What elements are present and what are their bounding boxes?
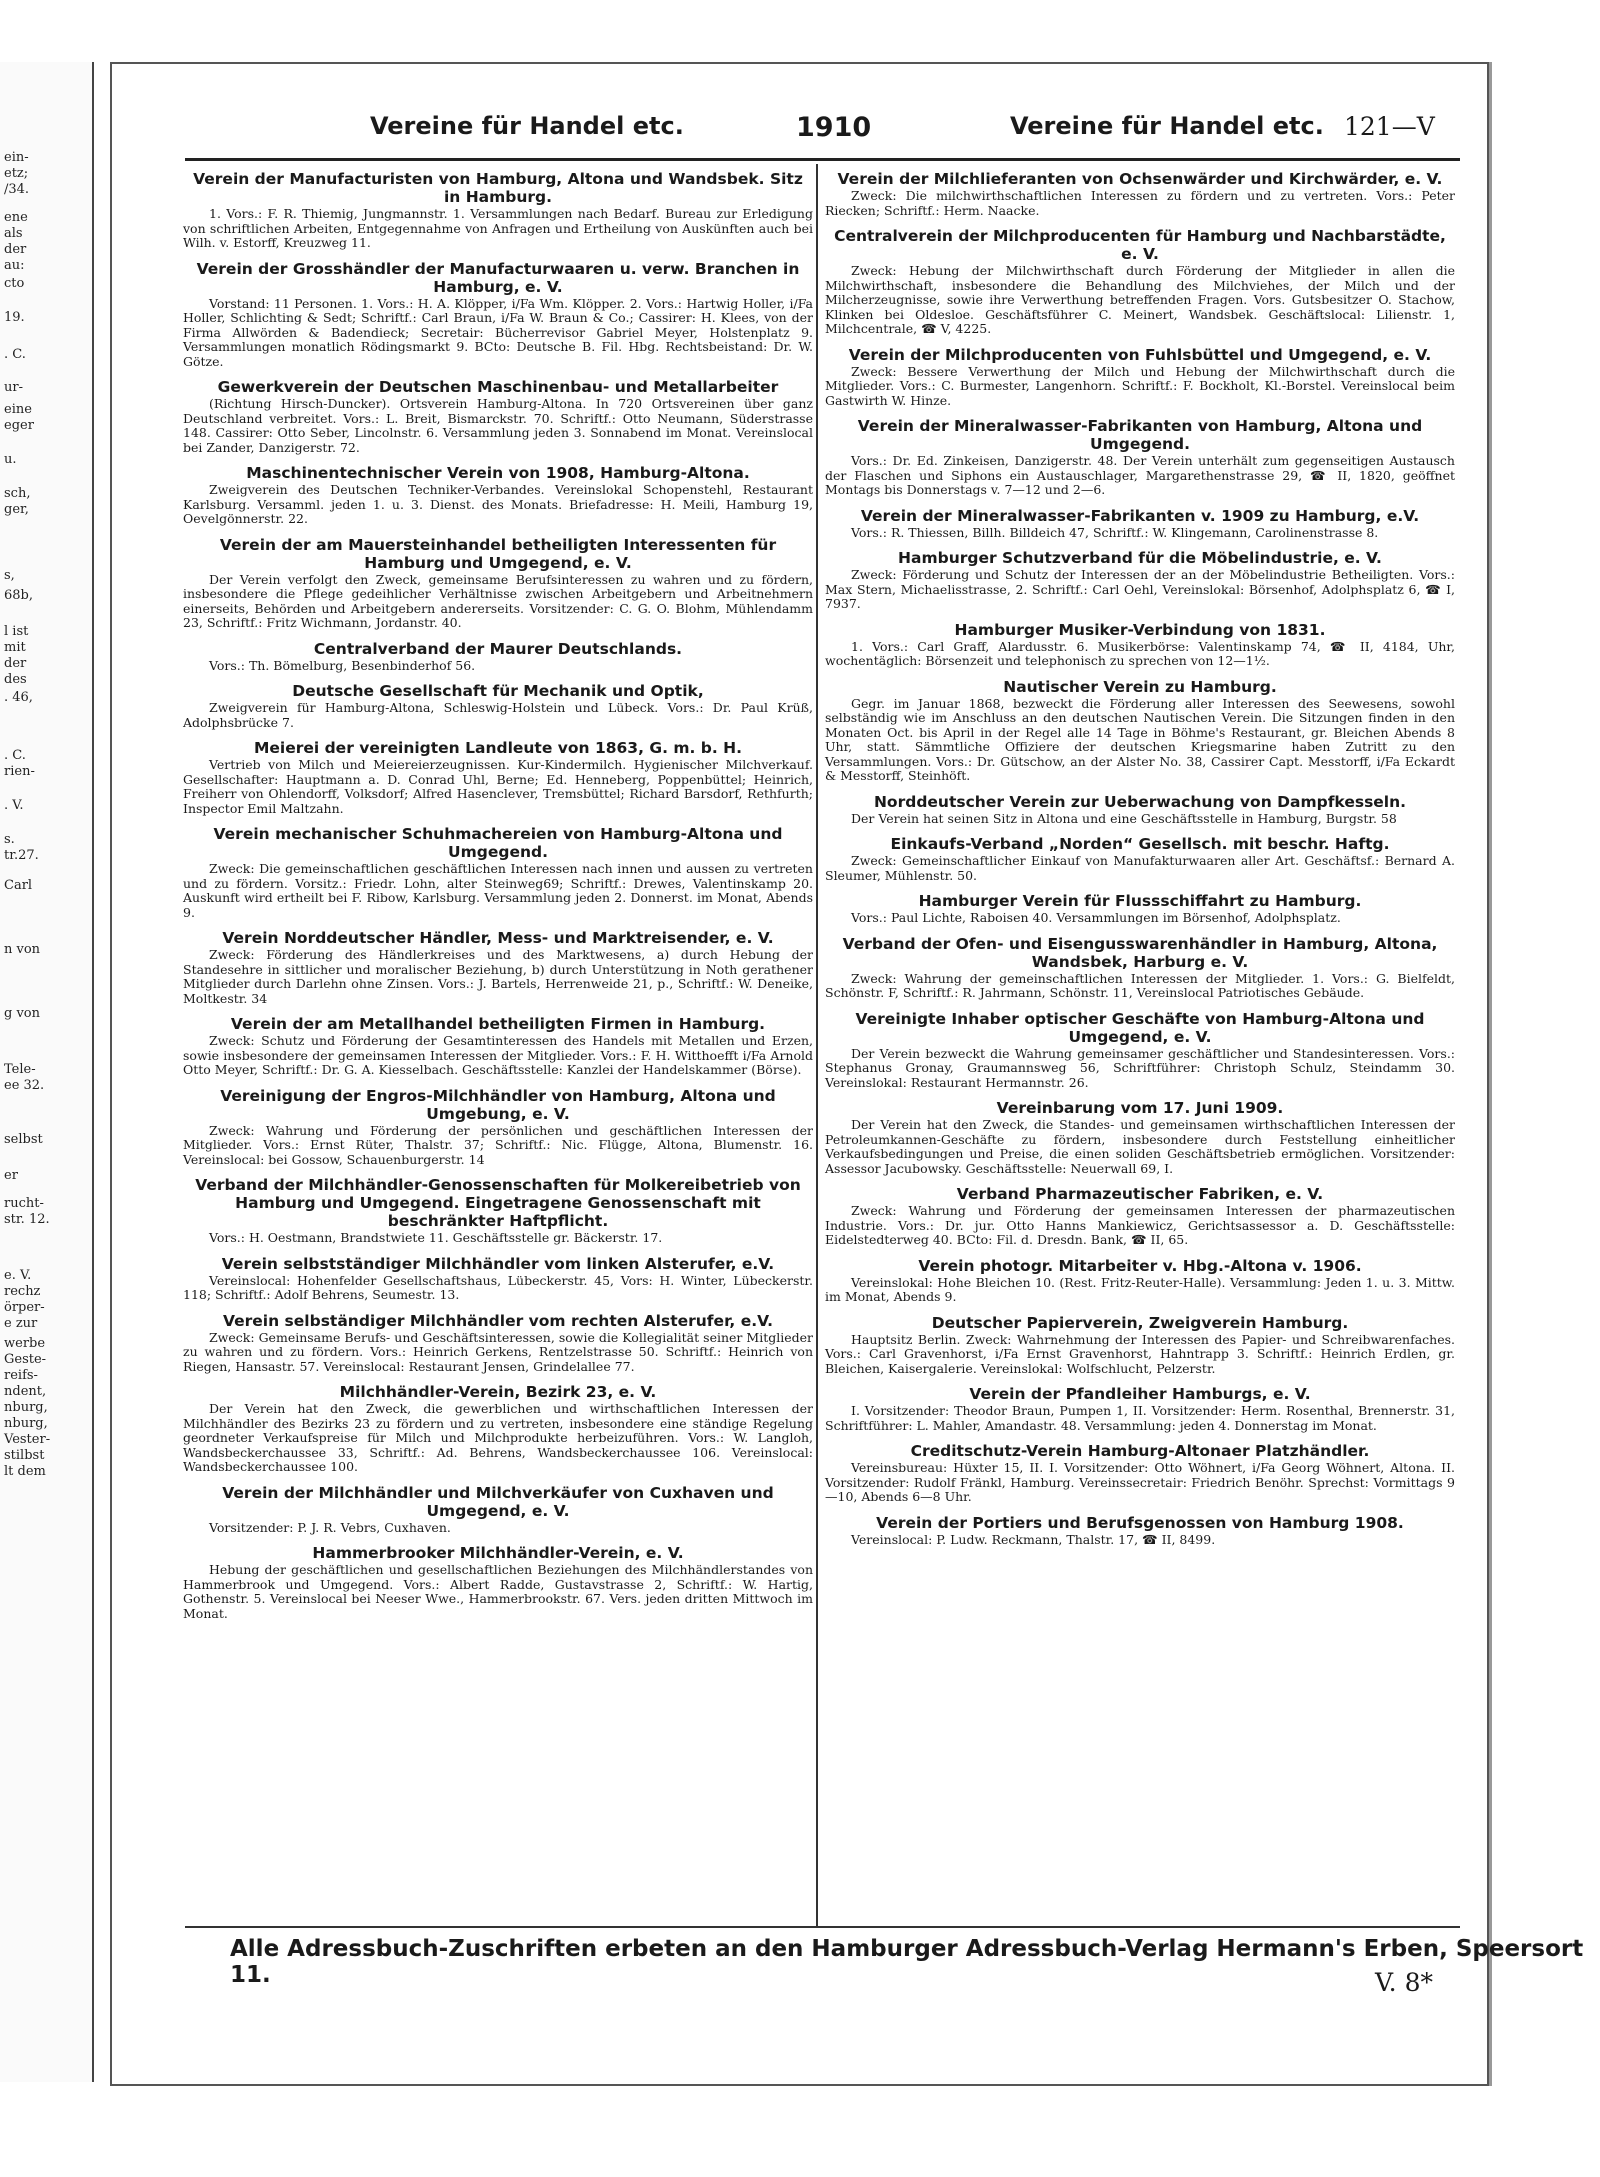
association-entry	[825, 835, 1455, 883]
association-details: Der Verein hat den Zweck, die gewerblichen und wirthschaftlichen Interessen der Milchhändler des Bezirks 23 zu fördern und zu vertreten, insbesondere eine ständige Regelung geordneter Verkaufspreise für Milch und Milchprodukte herbeizuführen. Vors.: W. Langloh, Wandsbeckerchaussee 33, Schriftf.: Ad. Behrens, Wandsbeckerchaussee 106. Vereinslocal: Wandsbeckerchaussee 100.	[183, 1401, 813, 1474]
association-title: Verband der Milchhändler-Genossenschaften für Molkereibetrieb von Hamburg und Umgegend. Eingetragene Genossenschaft mit beschränkter Haftpflicht.	[195, 1176, 801, 1230]
previous-page-fragment: etz;	[4, 166, 29, 181]
association-details: Der Verein verfolgt den Zweck, gemeinsame Berufsinteressen zu wahren und zu fördern, insbesondere die Pflege gedeihlicher Verhältnisse zwischen Arbeitgebern und Arbeitnehmern einerseits, Behörden und Arbeitgebern andererseits. Vorsitzender: C. G. O. Blohm, Mühlendamm 23, Schriftf.: Fritz Wichmann, Jordanstr. 40.	[183, 571, 813, 630]
association-entry	[183, 378, 813, 455]
association-entry	[183, 1484, 813, 1536]
association-entry	[183, 1383, 813, 1475]
association-entry	[183, 536, 813, 631]
previous-page-fragment: g von	[4, 1006, 40, 1021]
previous-page-fragment: ur-	[4, 380, 23, 395]
association-title: Verein der Mineralwasser-Fabrikanten von Hamburg, Altona und Umgegend.	[857, 417, 1423, 453]
association-entry	[183, 1544, 813, 1621]
association-entry	[825, 1514, 1455, 1548]
association-details: Zweck: Schutz und Förderung der Gesamtinteressen des Handels mit Metallen und Erzen, sowie insbesondere der gemeinsamen Interessen der Mitglieder. Vors.: F. H. Witthoefft i/Fa Arnold Otto Meyer, Schriftf.: Dr. G. A. Kiesselbach. Geschäftsstelle: Kanzlei der Handelskammer (Börse).	[183, 1033, 813, 1077]
association-entry	[183, 1312, 813, 1375]
previous-page-fragment: . C.	[4, 347, 26, 362]
previous-page-fragment: 68b,	[4, 588, 33, 603]
association-title: Verband der Ofen- und Eisengusswarenhändler in Hamburg, Altona, Wandsbek, Harburg e. V.	[842, 934, 1438, 971]
column-divider	[816, 164, 818, 1927]
previous-page-fragment: . 46,	[4, 690, 33, 705]
previous-page-fragment: als	[4, 226, 23, 241]
association-details: Vereinslokal: Hohe Bleichen 10. (Rest. Fritz-Reuter-Halle). Versammlung: Jeden 1. u. 3. Mittw. im Monat, Abends 9.	[825, 1274, 1455, 1304]
previous-page-fragment: werbe	[4, 1336, 46, 1351]
association-entry	[183, 1087, 813, 1168]
previous-page-fragment: tr.27.	[4, 848, 39, 863]
previous-page-fragment: s.	[4, 832, 15, 847]
association-details: Zweck: Wahrung und Förderung der gemeinsamen Interessen der pharmazeutischen Industrie. Vors.: Dr. jur. Otto Hanns Mankiewicz, Gerichtsassessor a. D. Geschäftsstelle: Eidelstedterweg 40. BCto: Fil. d. Dresdn. Bank, ☎ II, 65.	[825, 1203, 1455, 1247]
association-title: Einkaufs-Verband „Norden“ Gesellsch. mit beschr. Haftg.	[890, 835, 1390, 853]
association-title: Verein Norddeutscher Händler, Mess- und Marktreisender, e. V.	[222, 929, 774, 947]
publisher-footer: Alle Adressbuch-Zuschriften erbeten an den Hamburger Adressbuch-Verlag Hermann's Erben, Speersort 11.	[230, 1936, 1584, 1988]
association-title: Deutscher Papierverein, Zweigverein Hamburg.	[931, 1313, 1349, 1332]
running-header-left: Vereine für Handel etc.	[370, 112, 684, 140]
association-title: Verein der am Mauersteinhandel betheiligten Interessenten für Hamburg und Umgegend, e. V.	[219, 535, 777, 572]
previous-page-fragment: str. 12.	[4, 1212, 50, 1227]
association-title: Verein der Pfandleiher Hamburgs, e. V.	[969, 1385, 1311, 1403]
previous-page-fragment: u.	[4, 452, 17, 467]
association-entry	[183, 640, 813, 674]
previous-page-fragment: ger,	[4, 502, 29, 517]
right-column	[825, 170, 1455, 1556]
previous-page-fragment: ee 32.	[4, 1078, 45, 1093]
association-details: (Richtung Hirsch-Duncker). Ortsverein Hamburg-Altona. In 720 Ortsvereinen über ganz Deutschland verbreitet. Vors.: L. Breit, Bismarckstr. 70. Schriftf.: Otto Neumann, Süderstrasse 148. Cassirer: Otto Seber, Lincolnstr. 6. Versammlung jeden 3. Sonnabend im Monat. Vereinslocal bei Zander, Danzigerstr. 72.	[183, 396, 813, 455]
association-title: Verein mechanischer Schuhmachereien von Hamburg-Altona und Umgegend.	[213, 825, 783, 861]
association-entry	[825, 1314, 1455, 1377]
association-title: Gewerkverein der Deutschen Maschinenbau- und Metallarbeiter	[217, 378, 779, 396]
previous-page-fragment: reifs-	[4, 1368, 38, 1383]
association-details: Vereinslocal: Hohenfelder Gesellschaftshaus, Lübeckerstr. 45, Vors: H. Winter, Lübeckerstr. 118; Schriftf.: Adolf Behrens, Seumestr. 13.	[183, 1272, 813, 1302]
previous-page-fragment: ndent,	[4, 1384, 47, 1399]
association-entry	[825, 1010, 1455, 1091]
previous-page-fragment: 19.	[4, 310, 25, 325]
association-entry	[825, 892, 1455, 926]
association-title: Hamburger Musiker-Verbindung von 1831.	[954, 620, 1326, 639]
association-details: Der Verein hat den Zweck, die Standes- und gemeinsamen wirthschaftlichen Interessen der Petroleumkannen-Geschäfte zu fördern, insbesondere durch Feststellung einheitlicher Verkaufsbedingungen und Preise, die einen soliden Geschäftsbetrieb ermöglichen. Vorsitzender: Assessor Jacubowsky. Geschäftsstelle: Neuerwall 69, I.	[825, 1117, 1455, 1176]
association-title: Verein der Grosshändler der Manufacturwaaren u. verw. Branchen in Hamburg, e. V.	[196, 259, 800, 296]
association-details: Zweck: Wahrung und Förderung der persönlichen und geschäftlichen Interessen der Mitglieder. Vors.: Ernst Rüter, Thalstr. 37; Schriftf.: Nic. Flügge, Altona, Blumenstr. 16. Vereinslocal: bei Gossow, Schauenburgerstr. 14	[183, 1122, 813, 1167]
previous-page-fragment: des	[4, 672, 27, 687]
association-entry	[825, 227, 1455, 337]
association-title: Vereinigte Inhaber optischer Geschäfte von Hamburg-Altona und Umgegend, e. V.	[855, 1009, 1425, 1046]
association-details: Zweigverein für Hamburg-Altona, Schleswig-Holstein und Lübeck. Vors.: Dr. Paul Krüß, Adolphsbrücke 7.	[183, 700, 813, 730]
association-details: Zweck: Bessere Verwerthung der Milch und Hebung der Milchwirthschaft durch die Mitglieder. Vors.: C. Burmester, Langenhorn. Schriftf.: F. Bockholt, Kl.-Borstel. Vereinslocal beim Gastwirth W. Hinze.	[825, 363, 1455, 408]
association-entry	[825, 417, 1455, 498]
association-entry	[183, 929, 813, 1006]
association-entry	[183, 682, 813, 730]
association-details: Vereinsbureau: Hüxter 15, II. I. Vorsitzender: Otto Wöhnert, i/Fa Georg Wöhnert, Altona. II. Vorsitzender: Rudolf Fränkl, Hamburg. Vereinssecretair: Friedrich Benöhr. Sprechst: Vormittags 9—10, Abends 6—8 Uhr.	[825, 1460, 1455, 1504]
association-entry	[183, 1015, 813, 1078]
association-entry	[183, 1255, 813, 1303]
running-header-right: Vereine für Handel etc.	[1010, 112, 1324, 140]
association-title: Hamburger Schutzverband für die Möbelindustrie, e. V.	[898, 549, 1382, 567]
previous-page-fragment: lt dem	[4, 1464, 46, 1479]
previous-page-fragment: n von	[4, 942, 41, 957]
association-entry	[183, 1176, 813, 1246]
association-details: Zweck: Die gemeinschaftlichen geschäftlichen Interessen nach innen und aussen zu vertreten und zu fördern. Vorsitz.: Friedr. Lohn, alter Steinweg69; Schriftf.: Drewes, Valentinskamp 20. Auskunft wird ertheilt bei F. Ribow, Karlsburg. Versammlung jeden 2. Donnerst. im Monat, Abends 9.	[183, 861, 813, 920]
association-details: Vorstand: 11 Personen. 1. Vors.: H. A. Klöpper, i/Fa Wm. Klöpper. 2. Vors.: Hartwig Holler, i/Fa Holler, Schlichting & Sedt; Schriftf.: Carl Braun, i/Fa W. Braun & Co.; Cassirer: H. Klees, von der Firma Allwörden & Badendieck; Secretair: Bücherrevisor Gabriel Meyer, Holstenplatz 9. Versammlungen monatlich Rödingsmarkt 9. BCto: Deutsche B. Fil. Hbg. Rechtsbeistand: Dr. W. Götze.	[183, 295, 813, 369]
previous-page-fragment: nburg,	[4, 1400, 48, 1415]
association-entry	[825, 935, 1455, 1001]
association-details: Vors.: R. Thiessen, Billh. Billdeich 47, Schriftf.: W. Klingemann, Carolinenstrasse 8.	[851, 524, 1379, 540]
previous-page-fragment: eine	[4, 402, 32, 417]
association-details: Vors.: H. Oestmann, Brandstwiete 11. Geschäftsstelle gr. Bäckerstr. 17.	[209, 1230, 663, 1245]
previous-page-fragment: eger	[4, 418, 34, 433]
association-details: Der Verein bezweckt die Wahrung gemeinsamer geschäftlicher und Standesinteressen. Vors.: Stephanus Gronay, Graumannsweg 56, Schriftführer: Christoph Schulz, Steindamm 30. Vereinslokal: Restaurant Hermannstr. 26.	[825, 1045, 1455, 1090]
association-details: Zweck: Förderung des Händlerkreises und des Marktwesens, a) durch Hebung der Standesehre in sittlicher und moralischer Beziehung, b) durch Unterstützung in Noth gerathener Mitglieder durch Darlehn ohne Zinsen. Vors.: J. Bartels, Herrenweide 21, p., Schriftf.: W. Deneike, Moltkestr. 34	[183, 947, 813, 1006]
association-title: Verband Pharmazeutischer Fabriken, e. V.	[956, 1185, 1324, 1203]
association-title: Verein der am Metallhandel betheiligten Firmen in Hamburg.	[230, 1015, 766, 1033]
association-title: Verein selbständiger Milchhändler vom rechten Alsterufer, e.V.	[222, 1311, 773, 1330]
association-title: Verein der Mineralwasser-Fabrikanten v. 1909 zu Hamburg, e.V.	[860, 506, 1420, 525]
previous-page-fragment: selbst	[4, 1132, 43, 1147]
association-title: Hamburger Verein für Flussschiffahrt zu Hamburg.	[918, 892, 1362, 910]
association-details: Zweck: Hebung der Milchwirthschaft durch Förderung der Mitglieder in allen die Milchwirthschaft, insbesondere die Behandlung des Milchviehes, der Milch und der Milcherzeugnisse, sowie ihre Verwerthung betreffenden Fragen. Vors. Gutsbesitzer O. Stachow, Klinken bei Oldesloe. Geschäftsführer C. Meinert, Wandsbek. Geschäftslocal: Lilienstr. 1, Milchcentrale, ☎ V, 4225.	[825, 263, 1455, 336]
association-details: Zweck: Förderung und Schutz der Interessen der an der Möbelindustrie Betheiligten. Vors.: Max Stern, Michaelisstrasse, 2. Schriftf.: Carl Oehl, Vereinslokal: Börsenhof, Adolphsplatz 6, ☎ I, 7937.	[825, 567, 1455, 611]
previous-page-fragment: Carl	[4, 878, 33, 893]
association-title: Verein der Manufacturisten von Hamburg, Altona und Wandsbek. Sitz in Hamburg.	[193, 170, 803, 206]
association-title: Centralverein der Milchproducenten für Hamburg und Nachbarstädte, e. V.	[834, 227, 1446, 263]
association-title: Verein der Milchhändler und Milchverkäufer von Cuxhaven und Umgegend, e. V.	[222, 1483, 774, 1520]
previous-page-fragment: er	[4, 1168, 18, 1183]
previous-page-fragment: sch,	[4, 486, 31, 501]
previous-page-fragment: rechz	[4, 1284, 41, 1299]
association-details: Zweck: Gemeinsame Berufs- und Geschäftsinteressen, sowie die Kollegialität seiner Mitglieder zu wahren und zu fördern. Vors.: Heinrich Gerkens, Rentzelstrasse 50. Schriftf.: Heinrich von Riegen, Hansastr. 57. Vereinslocal: Restaurant Jensen, Grindelallee 77.	[183, 1329, 813, 1374]
previous-page-fragment: . C.	[4, 748, 26, 763]
association-details: Hebung der geschäftlichen und gesellschaftlichen Beziehungen des Milchhändlerstandes von Hammerbrook und Umgegend. Vors.: Albert Radde, Gustavstrasse 2, Schriftf.: W. Hartig, Gothenstr. 5. Vereinslocal bei Neeser Wwe., Hammerbrookstr. 67. Vers. jeden dritten Mittwoch im Monat.	[183, 1562, 813, 1621]
association-details: Vors.: Dr. Ed. Zinkeisen, Danzigerstr. 48. Der Verein unterhält zum gegenseitigen Austausch der Flaschen und Siphons ein Austauschlager, Margarethenstrasse 29, ☎ II, 1820, geöffnet Montags bis Donnerstags v. 7—12 und 2—6.	[825, 453, 1455, 497]
previous-page-edge	[0, 62, 94, 2082]
association-details: Zweck: Die milchwirthschaftlichen Interessen zu fördern und zu vertreten. Vors.: Peter Riecken; Schriftf.: Herm. Naacke.	[825, 188, 1455, 218]
association-details: Hauptsitz Berlin. Zweck: Wahrnehmung der Interessen des Papier- und Schreibwarenfaches. Vors.: Carl Gravenhorst, i/Fa Ernst Gravenhorst, Hahntrapp 3. Schriftf.: Heinrich Erdlen, gr. Bleichen, Kaisergalerie. Vereinslokal: Wolfschlucht, Pelzerstr.	[825, 1331, 1455, 1376]
association-details: Zweck: Wahrung der gemeinschaftlichen Interessen der Mitglieder. 1. Vors.: G. Bielfeldt, Schönstr. F, Schriftf.: R. Jahrmann, Schönstr. 11, Vereinslocal Patriotisches Gebäude.	[825, 970, 1455, 1000]
association-title: Vereinigung der Engros-Milchhändler von Hamburg, Altona und Umgebung, e. V.	[220, 1086, 776, 1123]
previous-page-fragment: /34.	[4, 182, 30, 197]
association-entry	[183, 739, 813, 816]
previous-page-fragment: stilbst	[4, 1448, 45, 1463]
association-title: Deutsche Gesellschaft für Mechanik und Optik,	[292, 682, 704, 700]
association-title: Centralverband der Maurer Deutschlands.	[313, 639, 683, 658]
running-header-page: 121—V	[1344, 112, 1435, 141]
association-details: 1. Vors.: F. R. Thiemig, Jungmannstr. 1. Versammlungen nach Bedarf. Bureau zur Erledigung von schriftlichen Arbeiten, Entgegennahme von Anfragen und Ertheilung von Auskünften auch bei Wilh. v. Estorff, Kreuzweg 11.	[183, 206, 813, 250]
association-details: Zweigverein des Deutschen Techniker-Verbandes. Vereinslokal Schopenstehl, Restaurant Karlsburg. Versamml. jeden 1. u. 3. Dienst. des Monats. Briefadresse: H. Meili, Hamburg 19, Oevelgönnerstr. 22.	[183, 482, 813, 526]
association-details: Zweck: Gemeinschaftlicher Einkauf von Manufakturwaaren aller Art. Geschäftsf.: Bernard A. Sleumer, Mühlenstr. 50.	[825, 853, 1455, 883]
previous-page-fragment: örper-	[4, 1300, 45, 1315]
running-header-year: 1910	[796, 112, 872, 143]
association-entry	[825, 346, 1455, 409]
association-title: Milchhändler-Verein, Bezirk 23, e. V.	[339, 1383, 657, 1401]
previous-page-fragment: au:	[4, 258, 25, 273]
association-details: Gegr. im Januar 1868, bezweckt die Förderung aller Interessen des Seewesens, sowohl selbständig wie im Anschluss an den deutschen Nautischen Verein. Die Sitzungen finden in den Monaten Oct. bis April in der Regel alle 14 Tage in Böhme's Restaurant, gr. Bleichen Abends 8 Uhr, statt. Sämmtliche Offiziere der deutschen Kriegsmarine haben Zutritt zu den Versammlungen. Vors.: Dr. Gütschow, an der Alster No. 38, Cassirer Capt. Messtorff, i/Fa Eckardt & Messtorff, Steinhöft.	[825, 695, 1455, 783]
previous-page-fragment: cto	[4, 276, 25, 291]
association-details: I. Vorsitzender: Theodor Braun, Pumpen 1, II. Vorsitzender: Herm. Rosenthal, Brennerstr. 31, Schriftführer: L. Mahler, Amandastr. 48. Versammlung: jeden 4. Donnerstag im Monat.	[825, 1403, 1455, 1433]
previous-page-fragment: Geste-	[4, 1352, 47, 1367]
association-title: Verein selbstständiger Milchhändler vom linken Alsterufer, e.V.	[221, 1254, 775, 1273]
association-details: Vorsitzender: P. J. R. Vebrs, Cuxhaven.	[209, 1519, 451, 1535]
association-entry	[825, 1099, 1455, 1176]
association-entry	[825, 1442, 1455, 1505]
previous-page-fragment: . V.	[4, 798, 24, 813]
association-details: Vors.: Th. Bömelburg, Besenbinderhof 56.	[209, 657, 476, 673]
previous-page-fragment: e. V.	[4, 1268, 32, 1283]
association-details: Der Verein hat seinen Sitz in Altona und eine Geschäftsstelle in Hamburg, Burgstr. 58	[851, 810, 1397, 826]
previous-page-fragment: l ist	[4, 624, 29, 639]
association-title: Nautischer Verein zu Hamburg.	[1003, 677, 1277, 696]
previous-page-fragment: s,	[4, 568, 15, 583]
previous-page-fragment: Tele-	[4, 1062, 36, 1077]
association-title: Norddeutscher Verein zur Ueberwachung von Dampfkesseln.	[873, 792, 1407, 811]
association-entry	[825, 793, 1455, 827]
header-rule	[185, 158, 1460, 161]
association-title: Vereinbarung vom 17. Juni 1909.	[996, 1099, 1284, 1117]
association-title: Verein der Portiers und Berufsgenossen von Hamburg 1908.	[876, 1513, 1404, 1532]
association-entry	[825, 678, 1455, 784]
footer-rule	[185, 1926, 1460, 1928]
association-entry	[183, 464, 813, 527]
previous-page-fragment: der	[4, 656, 27, 671]
association-entry	[825, 549, 1455, 612]
previous-page-fragment: ein-	[4, 150, 29, 165]
association-entry	[183, 260, 813, 370]
previous-page-fragment: rien-	[4, 764, 35, 779]
previous-page-fragment: mit	[4, 640, 26, 655]
previous-page-fragment: ene	[4, 210, 28, 225]
association-title: Verein photogr. Mitarbeiter v. Hbg.-Altona v. 1906.	[918, 1256, 1362, 1275]
association-details: Vors.: Paul Lichte, Raboisen 40. Versammlungen im Börsenhof, Adolphsplatz.	[851, 910, 1341, 925]
previous-page-fragment: Vester-	[4, 1432, 51, 1447]
previous-page-fragment: der	[4, 242, 27, 257]
association-entry	[825, 1385, 1455, 1433]
association-title: Creditschutz-Verein Hamburg-Altonaer Platzhändler.	[910, 1442, 1370, 1460]
previous-page-fragment: nburg,	[4, 1416, 48, 1431]
previous-page-fragment: e zur	[4, 1316, 38, 1331]
association-entry	[183, 825, 813, 920]
association-entry	[825, 1257, 1455, 1305]
association-details: Vereinslocal: P. Ludw. Reckmann, Thalstr. 17, ☎ II, 8499.	[851, 1531, 1216, 1547]
association-title: Maschinentechnischer Verein von 1908, Hamburg-Altona.	[246, 464, 750, 482]
association-title: Verein der Milchproducenten von Fuhlsbüttel und Umgegend, e. V.	[848, 345, 1432, 364]
association-entry	[183, 170, 813, 251]
association-entry	[825, 507, 1455, 541]
previous-page-fragment: rucht-	[4, 1196, 44, 1211]
association-entry	[825, 170, 1455, 218]
association-details: 1. Vors.: Carl Graff, Alardusstr. 6. Musikerbörse: Valentinskamp 74, ☎ II, 4184, Uhr, wochentäglich: Börsenzeit und telephonisch zu sprechen von 12—1½.	[825, 638, 1455, 668]
association-title: Verein der Milchlieferanten von Ochsenwärder und Kirchwärder, e. V.	[837, 170, 1443, 188]
association-entry	[825, 621, 1455, 669]
association-entry	[825, 1185, 1455, 1248]
association-details: Vertrieb von Milch und Meiereierzeugnissen. Kur-Kindermilch. Hygienischer Milchverkauf. Gesellschafter: Hauptmann a. D. Conrad Uhl, Berne; Ed. Henneberg, Poppenbüttel; Heinrich, Freiherr von Ohlendorff, Volksdorf; Alfred Hasenclever, Tremsbüttel; Richard Barsdorf, Rethfurth; Inspector Emil Maltzahn.	[183, 757, 813, 816]
association-title: Meierei der vereinigten Landleute von 1863, G. m. b. H.	[253, 739, 743, 757]
association-title: Hammerbrooker Milchhändler-Verein, e. V.	[312, 1544, 684, 1562]
left-column	[183, 170, 813, 1630]
page-number: V. 8*	[1375, 1968, 1433, 1997]
